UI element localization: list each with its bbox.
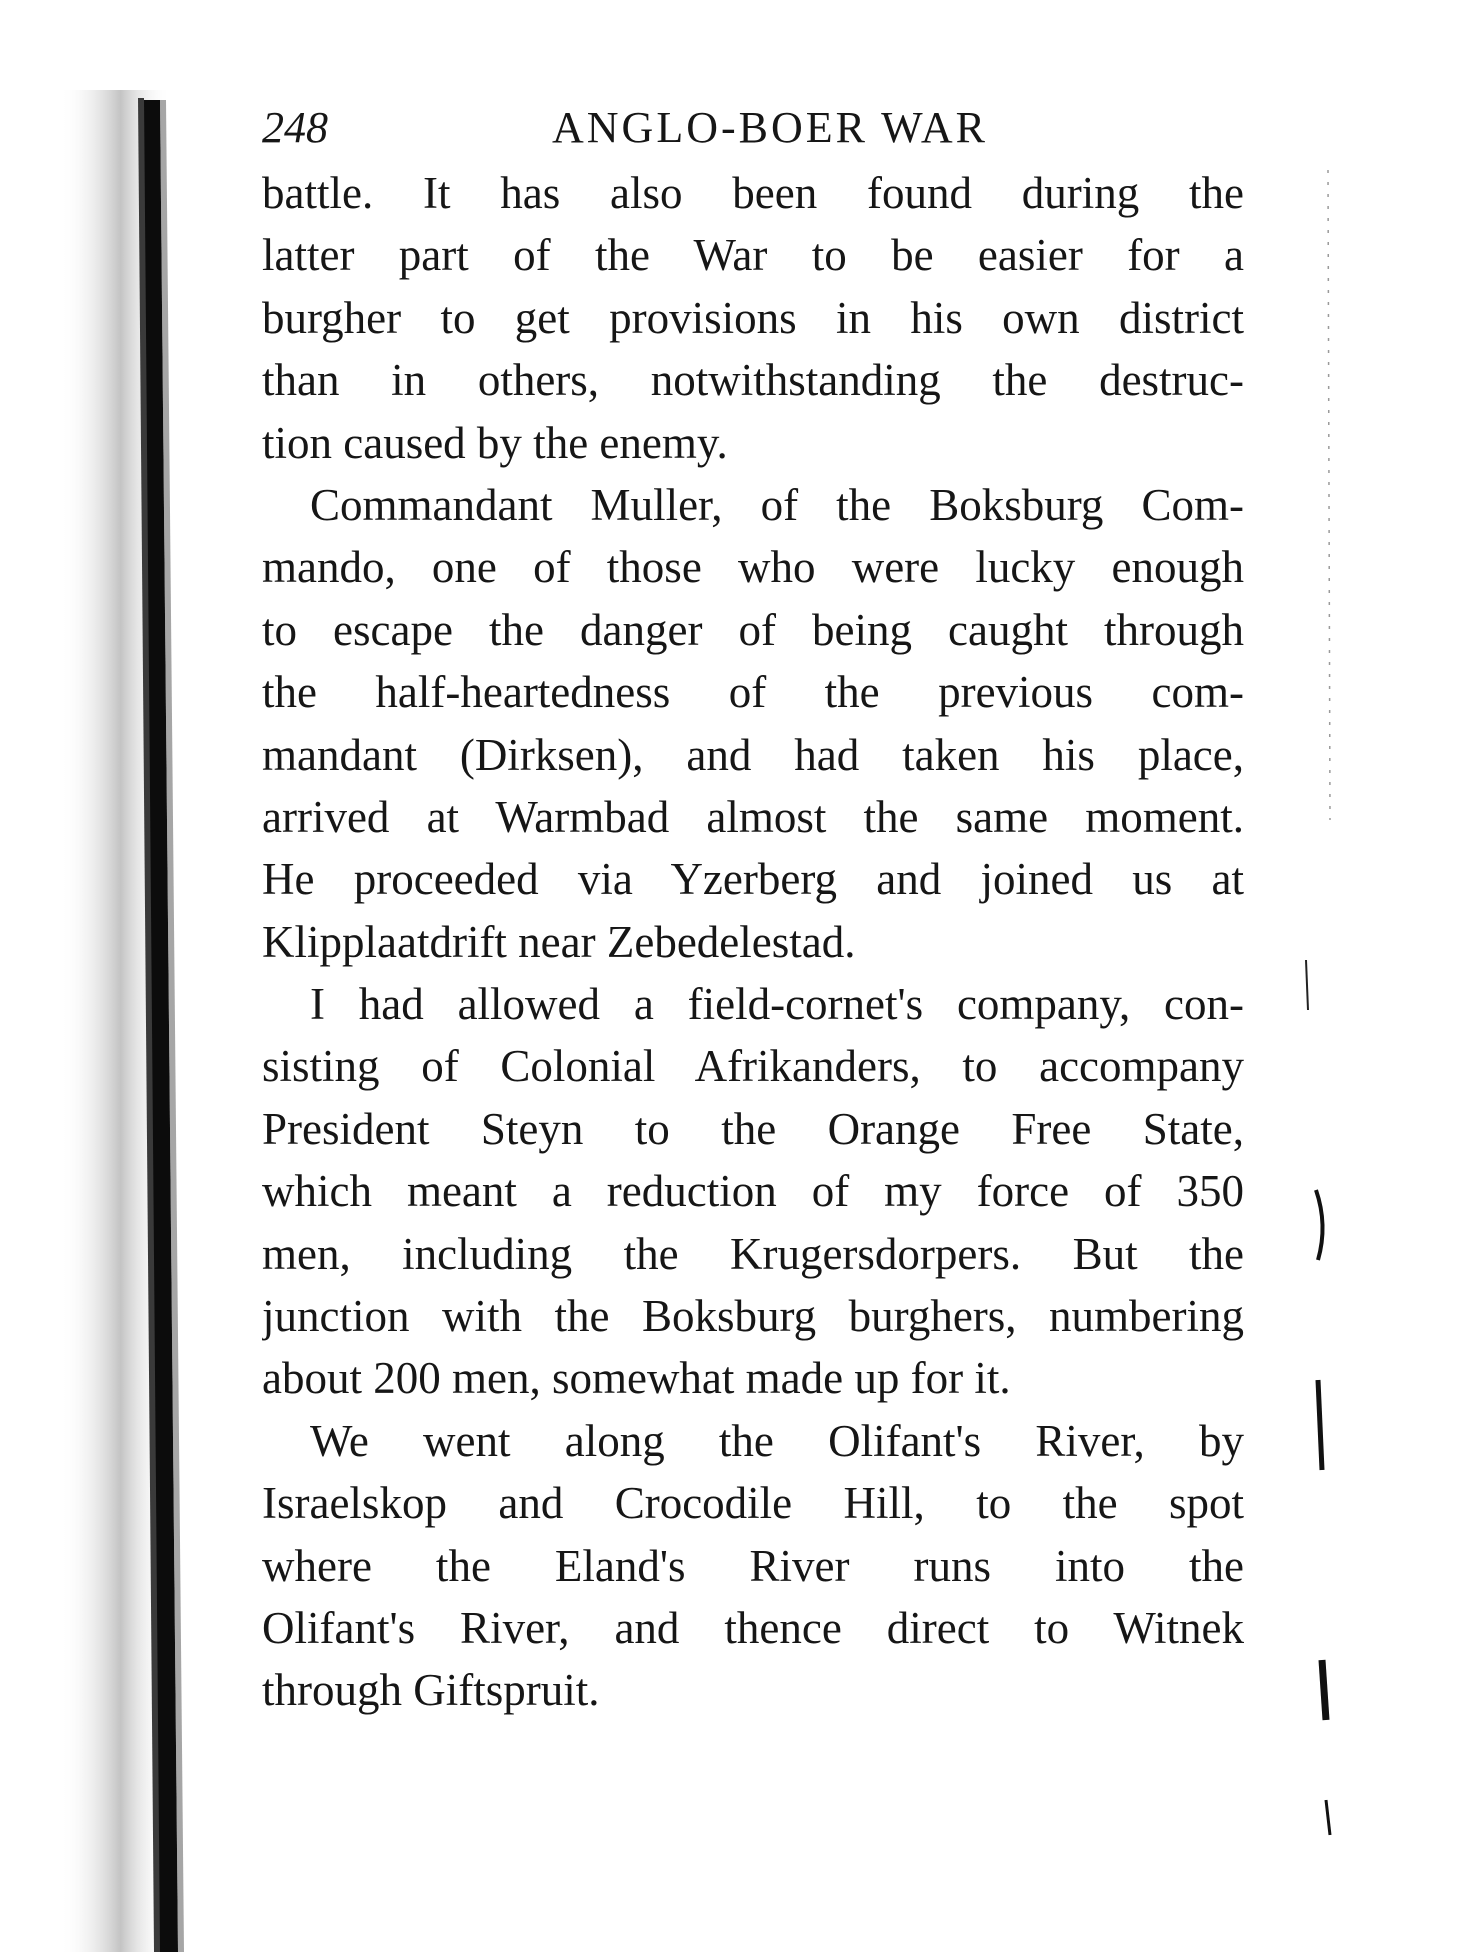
text-line: men, including the Krugersdorpers. But the xyxy=(262,1228,1244,1279)
text-line: to escape the danger of being caught through xyxy=(262,604,1244,655)
text-line: arrived at Warmbad almost the same moment. xyxy=(262,791,1244,842)
text-line: President Steyn to the Orange Free State, xyxy=(262,1103,1244,1154)
text-line: through Giftspruit. xyxy=(262,1665,600,1716)
text-line: We went along the Olifant's River, by xyxy=(310,1415,1244,1466)
text-line: Commandant Muller, of the Boksburg Com- xyxy=(310,479,1244,530)
text-line: than in others, notwithstanding the destruc- xyxy=(262,355,1244,406)
text-line: Olifant's River, and thence direct to Witnek xyxy=(262,1602,1244,1653)
text-line: latter part of the War to be easier for a xyxy=(262,230,1244,281)
text-line: mandant (Dirksen), and had taken his place, xyxy=(262,729,1244,780)
text-line: the half-heartedness of the previous com- xyxy=(262,667,1244,718)
text-line: mando, one of those who were lucky enough xyxy=(262,542,1244,593)
text-line: battle. It has also been found during the xyxy=(262,168,1244,218)
text-line: sisting of Colonial Afrikanders, to accompany xyxy=(262,1041,1244,1092)
text-line: I had allowed a field-cornet's company, con- xyxy=(310,979,1244,1030)
text-line: where the Eland's River runs into the xyxy=(262,1540,1244,1591)
text-line: junction with the Boksburg burghers, numbering xyxy=(262,1291,1244,1342)
text-line: tion caused by the enemy. xyxy=(262,417,728,468)
running-head: ANGLO-BOER WAR xyxy=(552,103,988,152)
text-line: He proceeded via Yzerberg and joined us at xyxy=(262,854,1244,905)
binding-edge-shadow xyxy=(0,0,200,1952)
text-line: about 200 men, somewhat made up for it. xyxy=(262,1353,1011,1404)
text-line: Klipplaatdrift near Zebedelestad. xyxy=(262,916,856,967)
body-text xyxy=(262,162,1244,1722)
text-line: Israelskop and Crocodile Hill, to the spot xyxy=(262,1478,1244,1529)
text-line: which meant a reduction of my force of 350 xyxy=(262,1166,1244,1217)
page-header xyxy=(262,88,1262,168)
right-margin-marks xyxy=(1300,0,1481,1952)
page-number: 248 xyxy=(262,103,328,152)
text-line: burgher to get provisions in his own district xyxy=(262,292,1244,343)
